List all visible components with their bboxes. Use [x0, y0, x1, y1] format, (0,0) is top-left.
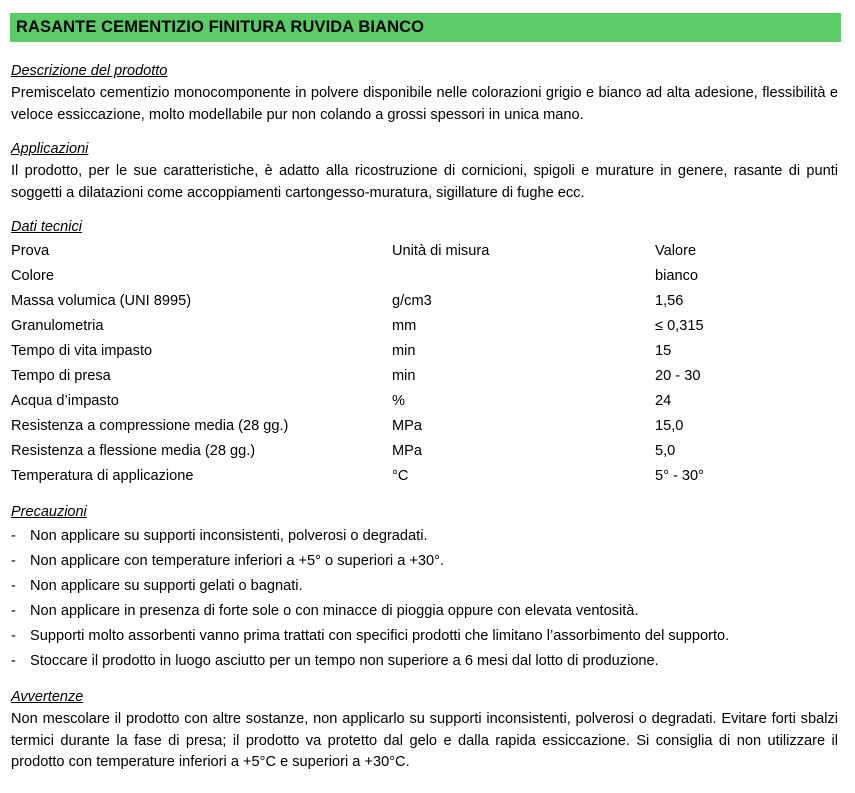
- cell-prova: Tempo di presa: [11, 368, 111, 384]
- section-descrizione-paragraph: Premiscelato cementizio monocomponente in polvere disponibile nelle colorazioni grigio e bianco ad alta adesione, flessibilità e veloce essiccazione, molto modellabile pur non colando a grossi spessori in unica mano.: [11, 85, 838, 123]
- table-row: [11, 289, 841, 314]
- list-item-text: Non applicare in presenza di forte sole o con minacce di pioggia oppure con elevata ventosità.: [30, 603, 639, 619]
- column-header-prova: Prova: [11, 243, 50, 259]
- spacer: [11, 489, 841, 503]
- table-row: [11, 364, 841, 389]
- dash-bullet-icon: -: [11, 653, 16, 669]
- table-row: [11, 339, 841, 364]
- cell-unita: g/cm3: [392, 293, 432, 309]
- cell-unita: °C: [392, 468, 409, 484]
- table-row: [11, 264, 841, 289]
- table-row: [11, 439, 841, 464]
- cell-valore: 24: [655, 393, 672, 409]
- section-dati-tecnici-heading-wrap: [11, 218, 841, 237]
- column-header-unita: Unità di misura: [392, 243, 490, 259]
- section-avvertenze-heading-wrap: [11, 688, 841, 707]
- dash-bullet-icon: -: [11, 528, 16, 544]
- cell-unita: MPa: [392, 443, 423, 459]
- cell-prova: Resistenza a flessione media (28 gg.): [11, 443, 256, 459]
- cell-valore: 20 - 30: [655, 368, 701, 384]
- spacer: [11, 204, 841, 218]
- list-item: [11, 524, 841, 549]
- list-item-text: Non applicare su supporti inconsistenti, polverosi o degradati.: [30, 528, 428, 544]
- cell-prova: Colore: [11, 268, 54, 284]
- section-descrizione-heading-wrap: [11, 62, 841, 81]
- section-avvertenze-paragraph: Non mescolare il prodotto con altre sostanze, non applicarlo su supporti inconsistenti, polverosi o degradati. Evitare forti sbalzi termici durante la fase di presa; il prodotto va protetto dal gelo e dalla rapida essiccazione. Si consiglia di non utilizzare il prodotto con temperature inferiori a +5°C e superiori a +30°C.: [11, 711, 838, 770]
- table-row: [11, 389, 841, 414]
- table-body: [11, 264, 841, 489]
- section-heading-dati-tecnici: Dati tecnici: [11, 219, 82, 235]
- cell-valore: bianco: [655, 268, 699, 284]
- table-row: [11, 414, 841, 439]
- cell-unita: %: [392, 393, 405, 409]
- dash-bullet-icon: -: [11, 628, 16, 644]
- list-item-text: Supporti molto assorbenti vanno prima trattati con specifici prodotti che limitano l’assorbimento del supporto.: [30, 628, 730, 644]
- dash-bullet-icon: -: [11, 553, 16, 569]
- page-title: RASANTE CEMENTIZIO FINITURA RUVIDA BIANCO: [16, 18, 425, 36]
- product-title-banner: [10, 13, 841, 42]
- list-item-text: Stoccare il prodotto in luogo asciutto per un tempo non superiore a 6 mesi dal lotto di produzione.: [30, 653, 659, 669]
- cell-prova: Massa volumica (UNI 8995): [11, 293, 192, 309]
- cell-prova: Resistenza a compressione media (28 gg.): [11, 418, 289, 434]
- cell-unita: [392, 264, 655, 289]
- cell-valore: ≤ 0,315: [655, 318, 704, 334]
- cell-valore: 1,56: [655, 293, 684, 309]
- table-row: [11, 314, 841, 339]
- section-applicazioni-heading-wrap: [11, 140, 841, 159]
- spacer: [11, 126, 841, 140]
- technical-data-table: [11, 239, 841, 489]
- cell-valore: 15: [655, 343, 672, 359]
- section-heading-avvertenze: Avvertenze: [11, 689, 84, 705]
- section-precauzioni-heading-wrap: [11, 503, 841, 522]
- column-header-valore: Valore: [655, 243, 697, 259]
- cell-prova: Temperatura di applicazione: [11, 468, 194, 484]
- list-item: [11, 599, 841, 624]
- cell-unita: min: [392, 368, 416, 384]
- section-heading-descrizione: Descrizione del prodotto: [11, 63, 168, 79]
- table-row: [11, 464, 841, 489]
- list-item: [11, 624, 841, 649]
- list-item-text: Non applicare con temperature inferiori a +5° o superiori a +30°.: [30, 553, 445, 569]
- dash-bullet-icon: -: [11, 578, 16, 594]
- list-item: [11, 649, 841, 674]
- list-item: [11, 574, 841, 599]
- cell-unita: mm: [392, 318, 417, 334]
- precautions-list: [11, 524, 841, 674]
- cell-valore: 5° - 30°: [655, 468, 704, 484]
- cell-valore: 5,0: [655, 443, 676, 459]
- section-applicazioni-paragraph: Il prodotto, per le sue caratteristiche, è adatto alla ricostruzione di cornicioni, spigoli e murature in genere, rasante di punti soggetti a dilatazioni come accoppiamenti cartongesso-muratura, sigillature di fughe ecc.: [11, 163, 838, 201]
- section-heading-applicazioni: Applicazioni: [11, 141, 89, 157]
- spacer: [11, 674, 841, 688]
- cell-unita: MPa: [392, 418, 423, 434]
- list-item: [11, 549, 841, 574]
- section-heading-precauzioni: Precauzioni: [11, 504, 87, 520]
- cell-prova: Granulometria: [11, 318, 104, 334]
- datasheet-body: [11, 62, 841, 774]
- table-header-row: [11, 239, 841, 264]
- cell-prova: Acqua d’impasto: [11, 393, 119, 409]
- dash-bullet-icon: -: [11, 603, 16, 619]
- cell-valore: 15,0: [655, 418, 684, 434]
- cell-unita: min: [392, 343, 416, 359]
- list-item-text: Non applicare su supporti gelati o bagnati.: [30, 578, 303, 594]
- table-head: [11, 239, 841, 264]
- cell-prova: Tempo di vita impasto: [11, 343, 153, 359]
